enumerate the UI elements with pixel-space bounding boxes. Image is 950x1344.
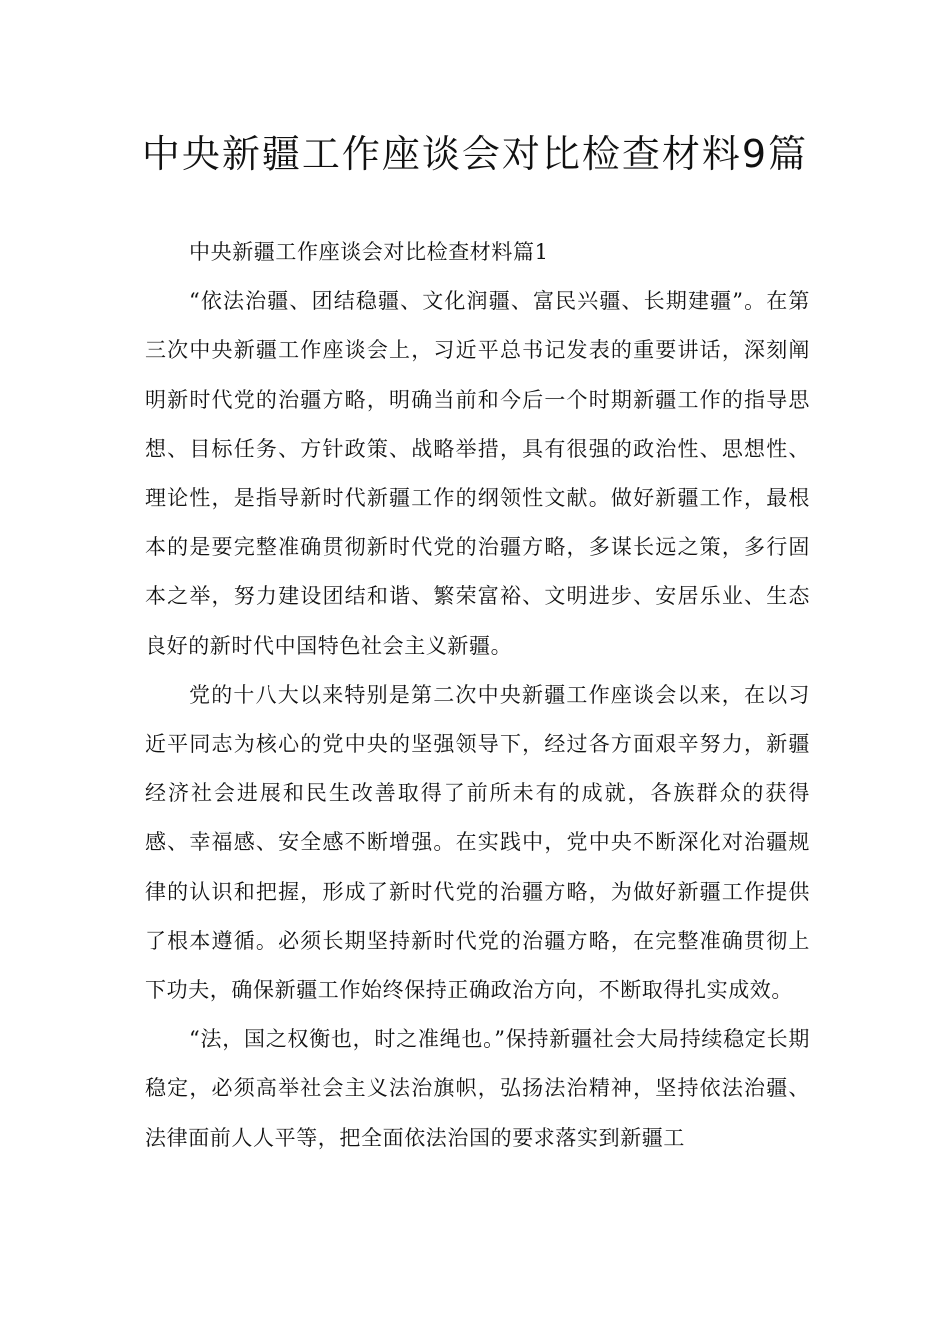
- paragraph-1: “依法治疆、团结稳疆、文化润疆、富民兴疆、长期建疆”。在第三次中央新疆工作座谈会上，习近平总书记发表的重要讲话，深刻阐明新时代党的治疆方略，明确当前和今后一个时期新疆工作的指导思想、目标任务、方针政策、战略举措，具有很强的政治性、思想性、理论性，是指导新时代新疆工作的纲领性文献。做好新疆工作，最根本的是要完整准确贯彻新时代党的治疆方略，多谋长远之策，多行固本之举，努力建设团结和谐、繁荣富裕、文明进步、安居乐业、生态良好的新时代中国特色社会主义新疆。: [145, 289, 810, 658]
- section-heading: 中央新疆工作座谈会对比检查材料篇1: [189, 240, 549, 264]
- document-title: 中央新疆工作座谈会对比检查材料9篇: [141, 132, 809, 176]
- document-body: [145, 228, 810, 1163]
- paragraph-3: “法，国之权衡也，时之准绳也。”保持新疆社会大局持续稳定长期稳定，必须高举社会主义法治旗帜，弘扬法治精神，坚持依法治疆、法律面前人人平等，把全面依法治国的要求落实到新疆工: [145, 1027, 810, 1150]
- paragraph-2: 党的十八大以来特别是第二次中央新疆工作座谈会以来，在以习近平同志为核心的党中央的坚强领导下，经过各方面艰辛努力，新疆经济社会进展和民生改善取得了前所未有的成就，各族群众的获得感、幸福感、安全感不断增强。在实践中，党中央不断深化对治疆规律的认识和把握，形成了新时代党的治疆方略，为做好新疆工作提供了根本遵循。必须长期坚持新时代党的治疆方略，在完整准确贯彻上下功夫，确保新疆工作始终保持正确政治方向，不断取得扎实成效。: [145, 682, 810, 1003]
